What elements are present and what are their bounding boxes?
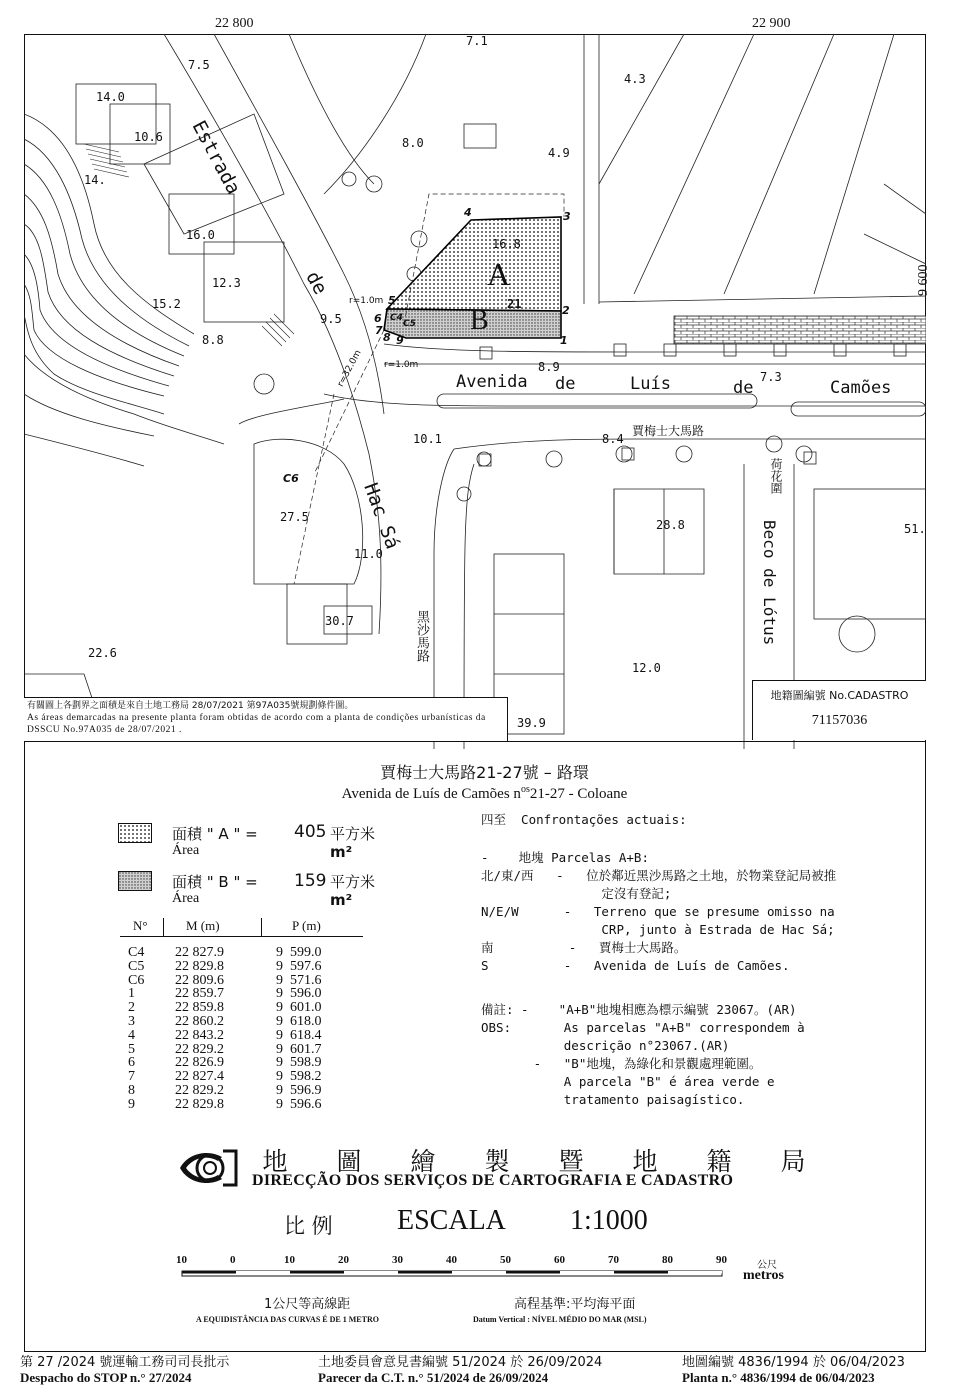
text-line: OBS: As parcelas "A+B" correspondem à [481,1020,805,1035]
elevation: 51. [904,522,926,536]
text-line: 備註: - "A+B"地塊相應為標示編號 23067。(AR) [481,1002,797,1017]
scale-tick-label: 20 [338,1254,349,1266]
legend-b-pt: Área [172,891,200,906]
elevation: 7.5 [188,58,210,72]
legend-a-label: 面積 " A " = [172,825,258,843]
legend-swatch-a [118,823,152,843]
scale-bar-segment [290,1271,344,1274]
elevation: 8.0 [402,136,424,150]
scale-tick-label: 10 [284,1254,295,1266]
street-label-de2: de [555,374,576,394]
elevation: 11.0 [354,547,383,561]
scale-bar-segment [452,1271,506,1274]
table-header-n: N° [133,918,148,933]
cadastro-box [752,680,926,740]
elevation: 15.2 [152,297,181,311]
elevation: 12.0 [632,661,661,675]
scale-unit-cn: 公尺 [757,1260,777,1271]
table-cell-p: 9 601.0 [276,1000,322,1016]
legend-b-unit-cn: 平方米 [330,873,376,891]
table-cell-n: 9 [128,1096,135,1112]
text-line: N/E/W - Terreno que se presume omisso na [481,904,835,919]
elevation: 30.7 [325,614,354,628]
elevation: 9.5 [320,312,342,326]
table-cell-n: 4 [128,1027,135,1043]
table-cell-n: 2 [128,1000,135,1016]
grid-label-x1: 22 800 [215,16,254,31]
table-cell-p: 9 618.0 [276,1013,322,1029]
scale-label-pt: ESCALA [397,1205,506,1236]
scale-tick-label: 70 [608,1254,619,1266]
table-sep [163,918,164,936]
confrontacoes-heading: 四至 Confrontações actuais: [481,812,687,827]
contour-pt: A EQUIDISTÂNCIA DAS CURVAS É DE 1 METRO [196,1315,379,1324]
table-cell-m: 22 859.7 [175,986,224,1002]
scale-bar-segment [236,1271,290,1274]
confrontacoes-lines [481,849,836,975]
table-cell-n: 1 [128,986,135,1002]
contour-cn: 1公尺等高線距 [264,1297,351,1312]
elevation: 16.8 [492,237,521,251]
point-label: 6 [374,312,382,325]
elevation: 7.3 [760,370,782,384]
elevation: 4.3 [624,72,646,86]
map-divider [24,741,926,742]
table-cell-m: 22 859.8 [175,1000,224,1016]
text-line: - 地塊 Parcelas A+B: [481,850,649,865]
scale-bar-segment [614,1271,668,1274]
elevation: 7.1 [466,34,488,48]
agency-char: 繪 [410,1147,436,1176]
elevation: 12.3 [212,276,241,290]
table-cell-m: 22 829.2 [175,1041,224,1057]
scale-tick-label: 90 [716,1254,727,1266]
elevation: 4.9 [548,146,570,160]
footer-planta: 地圖編號 4836/1994 於 06/04/2023 Planta n.° 4836/1994 de 06/04/2023 [682,1355,905,1385]
street-label-cn-beco: 荷花圍 [769,458,783,494]
scale-tick-label: 40 [446,1254,457,1266]
radius-label: r=1.0m [384,360,419,370]
legend-a-value: 405 [294,822,327,842]
table-cell-n: C5 [128,958,145,974]
grid-label-y1: 9 600 [916,264,931,296]
street-label-de3: de [733,378,754,398]
scale-bar-segment [560,1271,614,1274]
table-col-n [128,946,144,1112]
street-label-cn-hacsa: 黑沙馬路 [414,610,429,662]
scale-unit: metros [743,1268,784,1283]
agency-char: 局 [780,1147,806,1176]
legend-swatch-b [118,871,152,891]
table-col-p [276,946,322,1112]
street-label-de: de [301,267,332,299]
point-label: 2 [562,304,570,317]
table-rule [120,936,363,937]
street-label-luis: Luís [630,374,671,394]
note-cn: 有關圖上各劃界之面積是來自土地工務局 28/07/2021 第97A035號規劃條件圖。 [27,701,354,711]
elevation: 22.6 [88,646,117,660]
table-cell-p: 9 596.6 [276,1096,322,1112]
street-label-cn-avenida: 賈梅士大馬路 [632,424,705,438]
agency-char: 地 [632,1147,658,1176]
footer-parecer: 土地委員會意見書編號 51/2024 於 26/09/2024 Parecer da C.T. n.° 51/2024 de 26/09/2024 [318,1355,603,1385]
table-cell-m: 22 829.8 [175,1096,224,1112]
scale-tick-label: 50 [500,1254,511,1266]
street-label-camoes: Camões [830,378,892,398]
scale-bar-segment [668,1271,722,1274]
scale-bar-segment [182,1271,236,1274]
legend-a-unit: m² [330,843,353,861]
radius-label: r=1.0m [349,296,384,306]
point-label: 4 [464,206,472,219]
table-cell-m: 22 826.9 [175,1055,224,1071]
table-cell-p: 9 618.4 [276,1027,322,1043]
datum-pt: Datum Vertical : NÍVEL MÉDIO DO MAR (MSL) [473,1315,647,1324]
text-line: 南 - 賈梅士大馬路。 [481,940,687,955]
title-pt: Avenida de Luís de Camões $n^{os}21-27$ - Coloane [341,784,628,802]
text-line: tratamento paisagístico. [481,1092,745,1107]
text-line: A parcela "B" é área verde e [481,1074,775,1089]
elevation: 27.5 [280,510,309,524]
elevation: 14.0 [96,90,125,104]
table-cell-p: 9 601.7 [276,1041,322,1057]
agency-char: 籍 [706,1147,732,1176]
obs-lines [481,1001,805,1109]
table-cell-m: 22 860.2 [175,1013,224,1029]
scale-tick-label: 10 [176,1254,187,1266]
legend-a-pt: Área [172,843,200,858]
street-label-beco-pt: Beco de Lótus [760,520,779,646]
scale-bar-segment [398,1271,452,1274]
street-label-avenida: Avenida [456,372,528,392]
table-sep [261,918,262,936]
cadastro-label: 地籍圖編號 No.CADASTRO [770,689,909,702]
legend-b-label: 面積 " B " = [172,873,258,891]
table-cell-p: 9 571.6 [276,972,322,988]
table-cell-n: 5 [128,1041,135,1057]
scale-tick-label: 30 [392,1254,403,1266]
table-header-m: M (m) [186,918,220,933]
table-cell-p: 9 596.0 [276,986,322,1002]
table-header-p: P (m) [292,918,321,933]
table-cell-p: 9 598.9 [276,1055,322,1071]
scale-bar-segment [344,1271,398,1274]
text-line: - "B"地塊，為綠化和景觀處理範圍。 [481,1056,762,1071]
agency-char: 暨 [558,1147,584,1176]
footer-despacho: 第 27 /2024 號運輸工務司司長批示 Despacho do STOP n.° 27/2024 [20,1355,230,1385]
point-label: 7 [375,324,383,337]
scale-ratio: 1:1000 [570,1205,648,1236]
agency-char: 圖 [336,1147,362,1176]
point-label: 9 [396,334,404,347]
elevation: 8.9 [538,360,560,374]
elevation: 16.0 [186,228,215,242]
table-cell-n: 8 [128,1082,135,1098]
point-label: 8 [383,331,391,344]
parcel-label-b: B [470,305,489,336]
table-cell-m: 22 809.6 [175,972,224,988]
street-label-estrada: Estrada [187,117,245,199]
scale-tick-label: 0 [230,1254,236,1266]
cadastro-number: 71157036 [811,713,868,728]
agency-char: 製 [484,1147,510,1176]
table-cell-p: 9 596.9 [276,1082,322,1098]
table-cell-n: 3 [128,1013,135,1029]
text-line: descrição n°23067.(AR) [481,1038,730,1053]
scale-tick-label: 60 [554,1254,565,1266]
point-label: 1 [560,334,568,347]
scale-ticks [170,1254,770,1268]
point-label: C4 [390,313,403,323]
table-cell-p: 9 597.6 [276,958,322,974]
table-cell-m: 22 829.8 [175,958,224,974]
map-note [24,697,508,741]
text-line: S - Avenida de Luís de Camões. [481,958,790,973]
text-line: CRP, junto à Estrada de Hac Sá; [481,922,835,937]
table-cell-m: 22 827.9 [175,945,224,960]
scale-tick-label: 80 [662,1254,673,1266]
grid-label-x2: 22 900 [752,16,791,31]
legend-b-unit: m² [330,891,353,909]
title-cn: 賈梅士大馬路21-27號 – 路環 [380,763,589,782]
point-label: 3 [563,210,571,223]
parcel-label-a: A [487,256,511,292]
legend-b-value: 159 [294,871,327,891]
point-label: C5 [403,319,416,329]
datum-cn: 高程基準:平均海平面 [514,1297,636,1312]
elevation: 14. [84,173,106,187]
table-cell-n: 6 [128,1055,135,1071]
elevation: 39.9 [517,716,546,730]
agency-char: 地 [262,1147,288,1176]
elevation: 28.8 [656,518,685,532]
table-cell-p: 9 598.2 [276,1069,322,1085]
table-cell-m: 22 829.2 [175,1082,224,1098]
text-line: 北/東/西 - 位於鄰近黑沙馬路之土地，於物業登記局被推 [481,868,837,883]
scale-label-cn: 比 例 [284,1214,333,1238]
table-cell-n: 7 [128,1069,135,1085]
table-cell-m: 22 827.4 [175,1069,224,1085]
table-cell-m: 22 843.2 [175,1027,224,1043]
elevation: 21 [507,297,522,311]
legend-a-unit-cn: 平方米 [330,825,376,843]
table-col-m [175,946,224,1112]
agency-name-pt: DIRECÇÃO DOS SERVIÇOS DE CARTOGRAFIA E CADASTRO [252,1172,734,1189]
text-line: 定沒有登記; [481,886,672,901]
elevation: 10.6 [134,130,163,144]
scale-bar-segment [506,1271,560,1274]
point-label: 5 [388,294,396,307]
point-label: C6 [283,472,299,485]
agency-logo-icon [178,1145,240,1191]
elevation: 8.8 [202,333,224,347]
radius-label: r=32.0m [336,348,364,389]
street-label-hac-sa: Hac Sá [359,480,404,553]
table-cell-n: C4 [128,945,145,960]
elevation: 8.4 [602,432,624,446]
table-cell-n: C6 [128,972,145,988]
elevation: 10.1 [413,432,442,446]
table-cell-p: 9 599.0 [276,945,322,960]
note-pt: As áreas demarcadas na presente planta foram obtidas de acordo com a planta de condições urbanísticas da DSSCU No.97A035 de 28/07/2021 . [27,713,486,735]
